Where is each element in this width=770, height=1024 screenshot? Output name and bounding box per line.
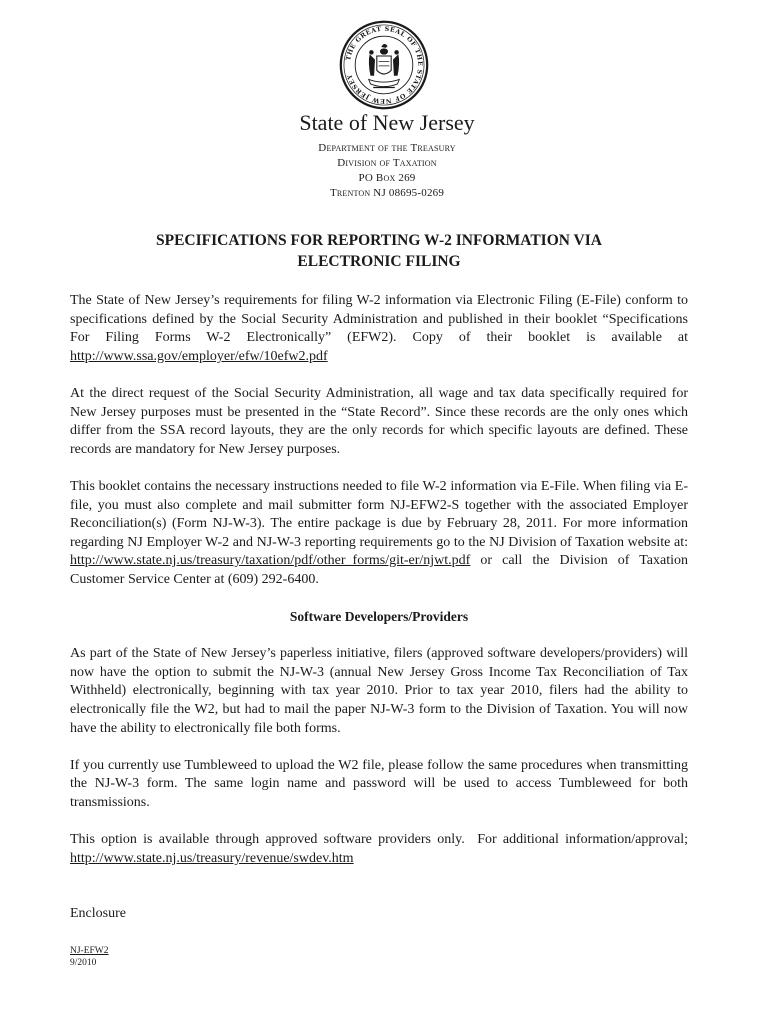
swdev-link[interactable]: http://www.state.nj.us/treasury/revenue/swdev.htm [70,850,354,866]
po-box: PO Box 269 [358,172,416,184]
paragraph-tumbleweed: If you currently use Tumbleweed to upload the W2 file, please follow the same procedures when transmitting the NJ-W-3 form. The same login name and password will be used to access Tumbleweed for both transmissions. [70,757,688,811]
state-name: State of New Jersey [299,110,475,135]
paragraph-text: This booklet contains the necessary instructions needed to file W-2 information via E-File. When filing via E-file, you must also complete and mail submitter form NJ-EFW2-S together with the associated Employer Reconciliation(s) (Form NJ-W-3). The entire package is due by February 28, 2011. For more information regarding NJ Employer W-2 and NJ-W-3 reporting requirements go to the NJ Division of Taxation website at: [70,478,688,550]
letterhead [0,110,770,201]
document-title-line1: SPECIFICATIONS FOR REPORTING W-2 INFORMATION VIA [156,232,602,249]
seal-graphic [339,20,429,110]
section-heading-software-developers: Software Developers/Providers [289,609,469,625]
paragraph-booklet-instructions [70,478,688,590]
division-name: Division of Taxation [337,157,437,169]
document-body [70,292,692,887]
address-block [2,141,770,201]
form-revision-date: 9/2010 [70,958,97,968]
nj-state-seal-icon [339,20,429,110]
njwt-pdf-link[interactable]: http://www.state.nj.us/treasury/taxation/pdf/other_forms/git-er/njwt.pdf [70,553,471,569]
paragraph-text: This option is available through approved software providers only. For additional information/approval; [70,832,692,848]
seal-ring-text: THE GREAT SEAL OF THE STATE OF NEW JERSEY [345,25,424,105]
enclosure-label: Enclosure [70,906,126,921]
paragraph-text: The State of New Jersey’s requirements for filing W-2 information via Electronic Filing (E-File) conform to specifications defined by the Social Security Administration and published in their booklet “Specifications For Filing Forms W-2 Electronically” (EFW2). Copy of their booklet is available at [70,293,688,346]
form-code-block [70,945,109,969]
form-code: NJ-EFW2 [70,946,109,956]
paragraph-state-record: At the direct request of the Social Security Administration, all wage and tax data specifically required for New Jersey purposes must be presented in the “State Record”. Since these records are the only ones which differ from the SSA record layouts, they are the only records for which specific layouts are defined. These records are mandatory for New Jersey purposes. [70,385,688,457]
city-zip: Trenton NJ 08695-0269 [329,187,445,199]
paragraph-paperless-initiative: As part of the State of New Jersey’s paperless initiative, filers (approved software developers/providers) will now have the option to submit the NJ-W-3 (annual New Jersey Gross Income Tax Reconciliation of Tax Withheld) electronically, beginning with tax year 2010. Prior to tax year 2010, filers had the ability to electronically file the W2, but had to mail the paper NJ-W-3 form to the Division of Taxation. You will now have the ability to electronically file both forms. [70,646,688,736]
document-title [70,230,688,272]
document-title-line2: ELECTRONIC FILING [297,253,461,270]
department-name: Department of the Treasury [318,142,456,154]
paragraph-efile-requirements [70,292,688,366]
paragraph-additional-info [70,831,692,868]
ssa-efw2-link[interactable]: http://www.ssa.gov/employer/efw/10efw2.pdf [70,348,328,364]
paragraph-text: or call the Division of Taxation Customer Service Center at (609) 292-6400. [70,553,688,587]
